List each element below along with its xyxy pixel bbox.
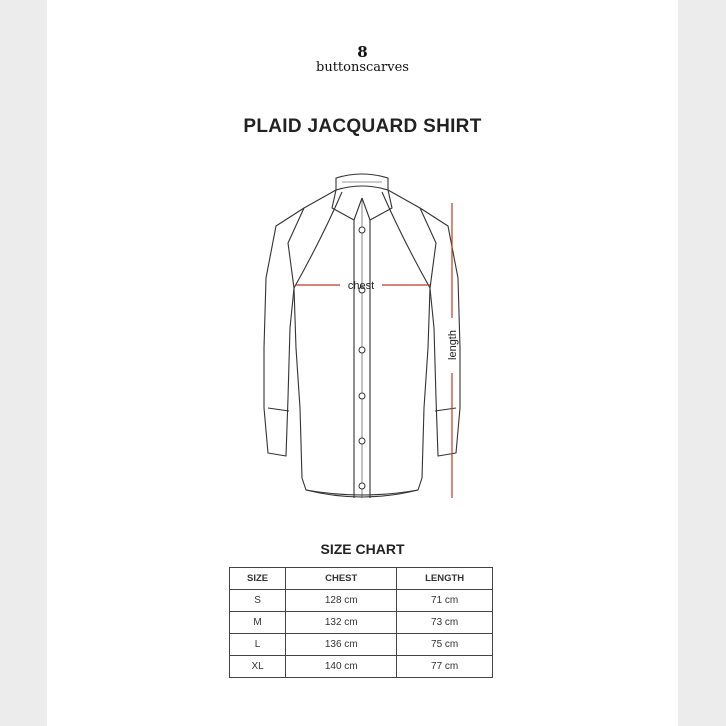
cell-length: 71 cm — [397, 590, 493, 612]
product-title: PLAID JACQUARD SHIRT — [243, 116, 482, 137]
shirt-button — [359, 438, 365, 444]
cell-size: XL — [230, 656, 286, 678]
left-sleeve — [264, 208, 304, 456]
cell-chest: 128 cm — [286, 590, 397, 612]
cell-chest: 140 cm — [286, 656, 397, 678]
table-row — [230, 590, 493, 612]
brand-mark: 8 — [357, 43, 368, 61]
shirt-button — [359, 393, 365, 399]
cell-size: M — [230, 612, 286, 634]
brand-name: buttonscarves — [316, 60, 409, 75]
size-chart-table — [229, 567, 493, 678]
table-row — [230, 634, 493, 656]
chest-label: chest — [347, 280, 375, 292]
header-chest: CHEST — [286, 568, 397, 590]
cell-chest: 136 cm — [286, 634, 397, 656]
table-row — [230, 612, 493, 634]
header-size: SIZE — [230, 568, 286, 590]
shirt-diagram — [262, 168, 462, 513]
shirt-button — [359, 227, 365, 233]
table-header-row — [230, 568, 493, 590]
size-guide-page — [47, 0, 678, 726]
size-chart-title: SIZE CHART — [320, 541, 405, 557]
table-row — [230, 656, 493, 678]
cell-size: L — [230, 634, 286, 656]
shirt-button — [359, 483, 365, 489]
length-label: length — [447, 330, 459, 360]
cell-chest: 132 cm — [286, 612, 397, 634]
cell-length: 75 cm — [397, 634, 493, 656]
header-length: LENGTH — [397, 568, 493, 590]
cell-size: S — [230, 590, 286, 612]
cell-length: 73 cm — [397, 612, 493, 634]
cell-length: 77 cm — [397, 656, 493, 678]
brand-logo — [47, 44, 678, 75]
shirt-button — [359, 347, 365, 353]
